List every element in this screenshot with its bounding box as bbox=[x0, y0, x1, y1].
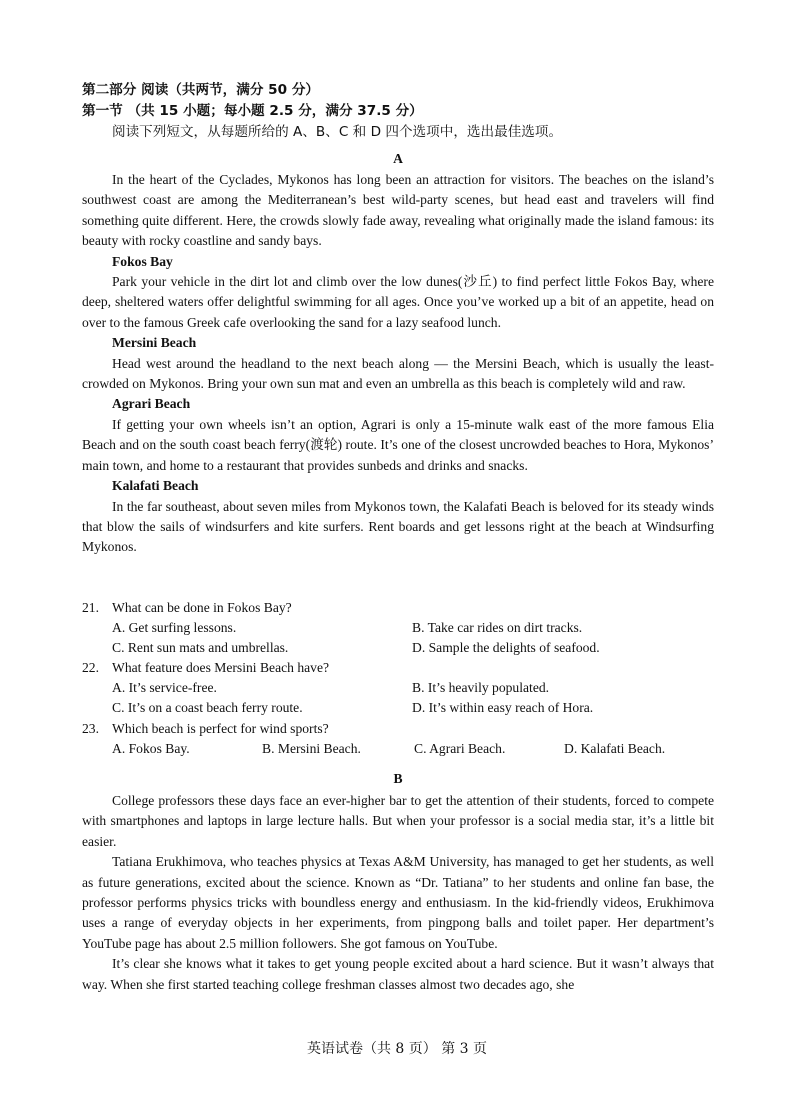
section-title-kalafati: Kalafati Beach bbox=[112, 478, 199, 494]
question-23-options bbox=[82, 739, 714, 759]
question-number: 22. bbox=[82, 660, 99, 676]
option-c[interactable]: C. Agrari Beach. bbox=[414, 740, 506, 756]
option-d[interactable]: D. Kalafati Beach. bbox=[564, 740, 666, 756]
questions-block bbox=[82, 598, 714, 759]
option-b[interactable]: B. Take car rides on dirt tracks. bbox=[412, 620, 583, 636]
question-21 bbox=[82, 598, 714, 618]
passage-a-body bbox=[82, 170, 714, 558]
option-a[interactable]: A. Get surfing lessons. bbox=[112, 620, 237, 636]
question-stem: What can be done in Fokos Bay? bbox=[112, 600, 292, 615]
option-d[interactable]: D. It’s within easy reach of Hora. bbox=[412, 700, 594, 716]
section-text-fokos: Park your vehicle in the dirt lot and climb over the low dunes(沙丘) to find perfect little Fokos Bay, where deep, sheltered waters offer delightful swimming for all ages. Once you’ve worked up a bit of an appetite, head on over to the famous Greek cafe overlooking the sand for a lazy seafood lunch. bbox=[82, 274, 714, 330]
question-21-options bbox=[82, 618, 714, 658]
option-b[interactable]: B. Mersini Beach. bbox=[262, 740, 361, 756]
section-text-agrari: If getting your own wheels isn’t an option, Agrari is only a 15-minute walk east of the more famous Elia Beach and on the south coast beach ferry(渡轮) route. It’s one of the closest uncrowded beaches to Hora, Mykonos’ main town, and home to a restaurant that provides sunbeds and drinks and snacks. bbox=[82, 416, 714, 473]
section-title: 第一节 （共 15 小题；每小题 2.5 分，满分 37.5 分） bbox=[82, 103, 423, 119]
question-stem: What feature does Mersini Beach have? bbox=[112, 660, 330, 676]
part-title: 第二部分 阅读（共两节，满分 50 分） bbox=[82, 82, 320, 98]
passage-a-intro: In the heart of the Cyclades, Mykonos has long been an attraction for visitors. The beaches on the island’s southwest coast are among the Mediterranean’s best wild-party scenes, but head east and travelers will find something quite different. Here, the crowds slowly fade away, revealing what originally made the island famous: its beauty with rocky coastline and sandy bays. bbox=[82, 172, 714, 249]
option-b[interactable]: B. It’s heavily populated. bbox=[412, 680, 550, 696]
passage-b-paragraph-2: Tatiana Erukhimova, who teaches physics at Texas A&M University, has managed to get her students, as well as future generations, excited about the science. Known as “Dr. Tatiana” to her students and online fan base, the professor performs physics tricks with boundless energy and enthusiasm. In the kid-friendly videos, Erukhimova uses a range of everyday objects in her experiments, from pingpong balls and toilet paper. Her department’s YouTube page has about 2.5 million followers. She got famous on YouTube. bbox=[82, 854, 714, 951]
page-footer: 英语试卷（共 8 页） 第 3 页 bbox=[306, 1041, 488, 1057]
section-text-mersini: Head west around the headland to the next beach along — the Mersini Beach, which is usually the least-crowded on Mykonos. Bring your own sun mat and even an umbrella as this beach is completely wild and raw. bbox=[82, 355, 714, 392]
option-a[interactable]: A. It’s service-free. bbox=[112, 680, 217, 696]
question-number: 21. bbox=[82, 600, 99, 615]
option-d[interactable]: D. Sample the delights of seafood. bbox=[412, 640, 600, 656]
question-number: 23. bbox=[82, 720, 99, 736]
passage-a-label: A bbox=[393, 151, 403, 166]
option-c[interactable]: C. It’s on a coast beach ferry route. bbox=[112, 700, 303, 716]
option-a[interactable]: A. Fokos Bay. bbox=[112, 740, 190, 756]
section-title-mersini: Mersini Beach bbox=[112, 335, 197, 351]
instruction: 阅读下列短文，从每题所给的 A、B、C 和 D 四个选项中，选出最佳选项。 bbox=[112, 124, 563, 140]
passage-b-paragraph-1: College professors these days face an ever-higher bar to get the attention of their students, forced to compete with smartphones and laptops in large lecture halls. But when your professor is a social media star, it’s a little bit easier. bbox=[82, 793, 714, 849]
question-22-options bbox=[82, 678, 714, 718]
question-22 bbox=[82, 658, 714, 678]
passage-b-paragraph-3: It’s clear she knows what it takes to get young people excited about a hard science. But it wasn’t always that way. When she first started teaching college freshman classes almost two decades ago, she bbox=[82, 956, 714, 992]
passage-b-body bbox=[82, 791, 714, 995]
section-title-fokos: Fokos Bay bbox=[112, 253, 173, 269]
section-title-agrari: Agrari Beach bbox=[112, 396, 191, 412]
question-23 bbox=[82, 719, 714, 739]
option-c[interactable]: C. Rent sun mats and umbrellas. bbox=[112, 640, 289, 656]
question-stem: Which beach is perfect for wind sports? bbox=[112, 720, 329, 736]
section-text-kalafati: In the far southeast, about seven miles from Mykonos town, the Kalafati Beach is beloved for its steady winds that blow the sails of windsurfers and kite surfers. Rent boards and get lessons right at the beach at Windsurfing Mykonos. bbox=[82, 498, 714, 555]
passage-b-label: B bbox=[393, 771, 403, 786]
